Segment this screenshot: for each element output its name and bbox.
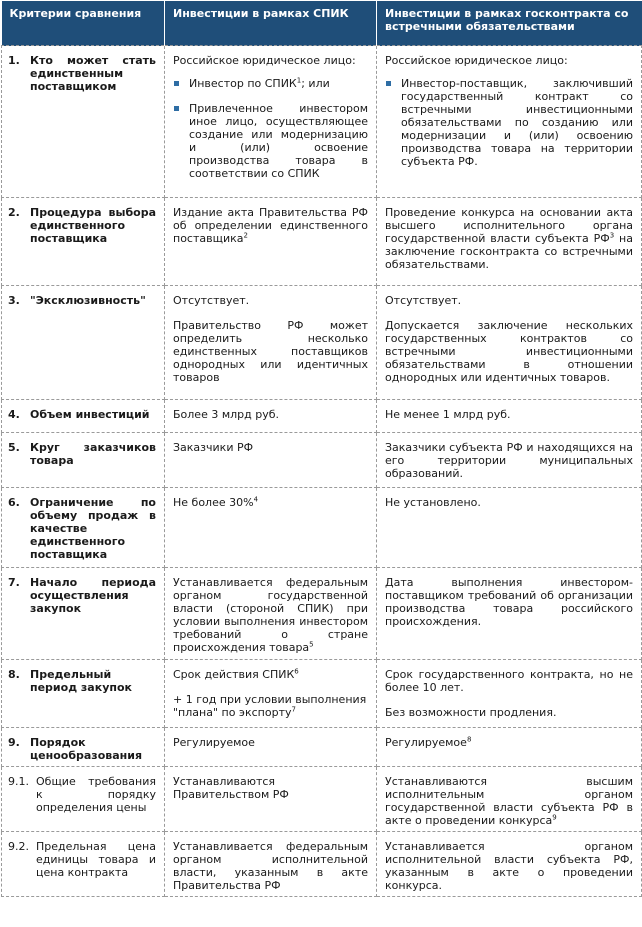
spik-cell: Регулируемое <box>165 728 377 767</box>
goscontract-cell: Проведение конкурса на основании акта высшего исполнительного органа государственной власти субъекта $РФ^3$ на заключение госконтракта со встречными обязательствами. <box>377 198 642 286</box>
criterion-cell: 9. Порядок ценообразования <box>2 728 165 767</box>
spik-cell: Срок действия СПИК$^6$ + 1 год при условии выполнения "плана" по экспорту$^7$ <box>165 660 377 728</box>
table-row <box>2 832 642 897</box>
header-row <box>2 1 642 46</box>
list-item: Привлеченное инвестором иное лицо, осуществляющее создание или модернизацию и (или) освоение производства товара в соответствии со СПИК <box>173 102 368 180</box>
criterion-cell: 5. Круг заказчиков товара <box>2 433 165 488</box>
list-item: Инвестор-поставщик, заключивший государственный контракт со встречными инвестиционными обязательствами по созданию или модернизации и (или) освоению производства товара на территории субъекта РФ. <box>385 77 633 168</box>
criterion-cell: 9.1. Общие требования к порядку определения цены <box>2 767 165 832</box>
goscontract-cell: Не установлено. <box>377 488 642 568</box>
bullet-list <box>385 77 633 168</box>
table-row <box>2 728 642 767</box>
criterion-cell: 1. Кто может стать единственным поставщиком <box>2 46 165 198</box>
criterion-cell: 7. Начало периода осуществления закупок <box>2 568 165 660</box>
bullet-list <box>173 77 368 180</box>
table-row <box>2 198 642 286</box>
criterion-cell: 9.2. Предельная цена единицы товара и цена контракта <box>2 832 165 897</box>
spik-cell: Издание акта Правительства РФ об определении единственного поставщика$^2$ <box>165 198 377 286</box>
criterion-cell: 4. Объем инвестиций <box>2 400 165 433</box>
header-goscontract: Инвестиции в рамках госконтракта со встречными обязательствами <box>377 1 642 46</box>
header-criteria: Критерии сравнения <box>2 1 165 46</box>
goscontract-cell: Дата выполнения инвестором-поставщиком требований об организации производства товара российского происхождения. <box>377 568 642 660</box>
table-row <box>2 400 642 433</box>
spik-cell: Не более 30%$^4$ <box>165 488 377 568</box>
goscontract-cell: Заказчики субъекта РФ и находящихся на его территории муниципальных образований. <box>377 433 642 488</box>
spik-cell: Устанавливается федеральным органом государственной власти (стороной СПИК) при условии выполнения инвестором требований о стране происхождения товара$^5$ <box>165 568 377 660</box>
table-row <box>2 433 642 488</box>
table-row <box>2 46 642 198</box>
goscontract-cell: Отсутствует. Допускается заключение нескольких государственных контрактов со встречными инвестиционными обязательствами в отношении однородных или идентичных товаров. <box>377 286 642 400</box>
spik-cell: Устанавливается федеральным органом исполнительной власти, указанным в акте Правительства РФ <box>165 832 377 897</box>
table-row <box>2 767 642 832</box>
goscontract-cell: Регулируемое$^8$ <box>377 728 642 767</box>
spik-cell: Более 3 млрд руб. <box>165 400 377 433</box>
criterion-cell: 6. Ограничение по объему продаж в качестве единственного поставщика <box>2 488 165 568</box>
comparison-table <box>1 1 642 897</box>
goscontract-cell: Российское юридическое лицо: Инвестор-поставщик, заключивший государственный контракт со встречными инвестиционными обязательствами по созданию или модернизации и (или) освоению производства товара на территории субъекта РФ. <box>377 46 642 198</box>
spik-cell: Устанавливаются Правительством РФ <box>165 767 377 832</box>
goscontract-cell: Не менее 1 млрд руб. <box>377 400 642 433</box>
spik-cell: Заказчики РФ <box>165 433 377 488</box>
header-spik: Инвестиции в рамках СПИК <box>165 1 377 46</box>
criterion-cell: 3. "Эксклюзивность" <box>2 286 165 400</box>
criterion-cell: 2. Процедура выбора единственного поставщика <box>2 198 165 286</box>
goscontract-cell: Устанавливается органом исполнительной власти субъекта РФ, указанным в акте о проведении конкурса. <box>377 832 642 897</box>
goscontract-cell: Срок государственного контракта, но не более 10 лет. Без возможности продления. <box>377 660 642 728</box>
goscontract-cell: Устанавливаются высшим исполнительным органом государственной власти субъекта РФ в акте о проведении конкурса$^9$ <box>377 767 642 832</box>
spik-cell: Отсутствует. Правительство РФ может определить несколько единственных поставщиков однородных или идентичных товаров <box>165 286 377 400</box>
spik-cell: Российское юридическое лицо: Инвестор по СПИК$^1$; или Привлеченное инвестором иное лицо, осуществляющее создание или модернизацию и (или) освоение производства товара в соответствии со СПИК <box>165 46 377 198</box>
criterion-cell: 8. Предельный период закупок <box>2 660 165 728</box>
table-row <box>2 568 642 660</box>
list-item: Инвестор по СПИК$^1$; или <box>173 77 368 90</box>
table-row <box>2 488 642 568</box>
table-row <box>2 660 642 728</box>
criterion-text: Кто может стать единственным поставщиком <box>30 54 156 93</box>
table-row <box>2 286 642 400</box>
